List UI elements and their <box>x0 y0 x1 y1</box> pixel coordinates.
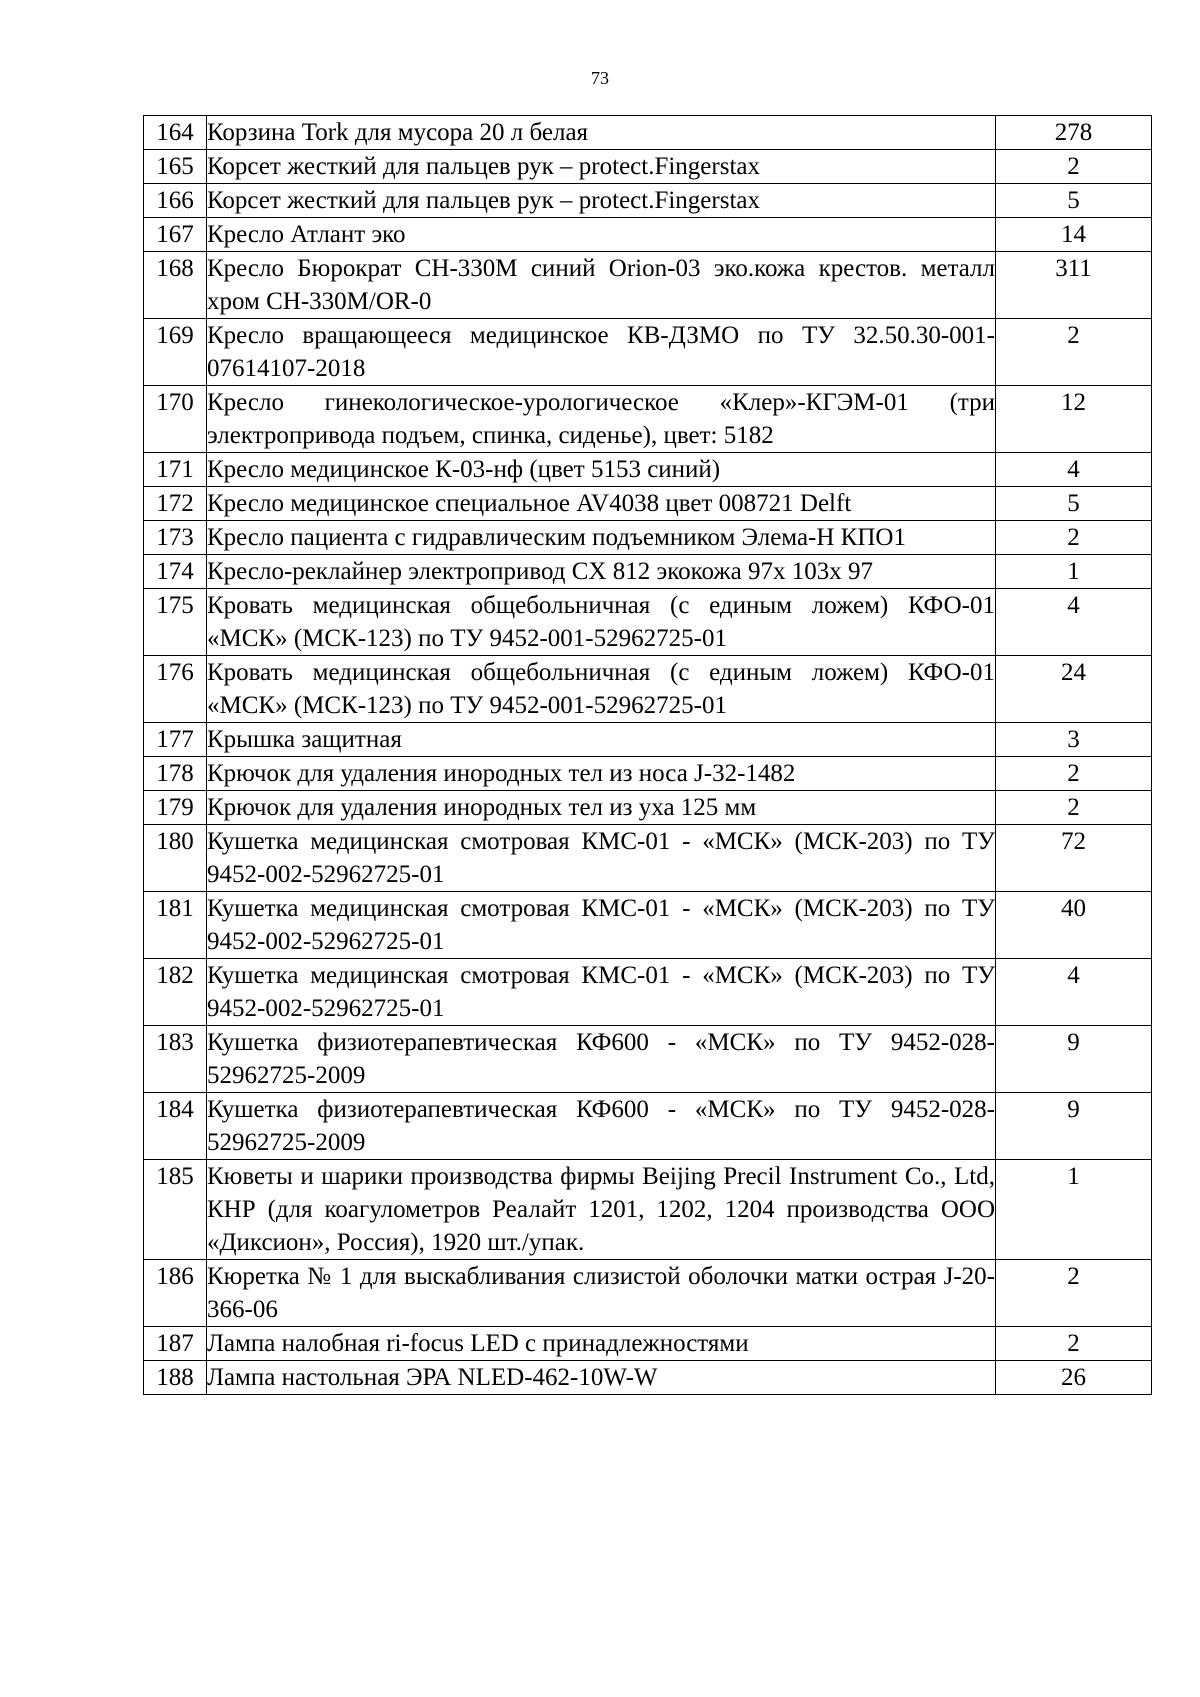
table-row <box>144 555 1152 589</box>
page-number: 73 <box>591 68 609 88</box>
row-number-cell: 177 <box>144 723 207 757</box>
table-row <box>144 757 1152 791</box>
row-number-cell: 183 <box>144 1026 207 1093</box>
table-row <box>144 1093 1152 1160</box>
row-number-cell: 180 <box>144 825 207 892</box>
item-name-cell: Кресло медицинское специальное AV4038 цвет 008721 Delft <box>207 487 996 521</box>
row-number-cell: 166 <box>144 184 207 218</box>
quantity-cell: 3 <box>996 723 1152 757</box>
row-number-cell: 164 <box>144 116 207 150</box>
quantity-cell: 2 <box>996 1327 1152 1361</box>
table-row <box>144 1160 1152 1260</box>
row-number-cell: 168 <box>144 252 207 319</box>
quantity-cell: 2 <box>996 319 1152 386</box>
row-number-cell: 179 <box>144 791 207 825</box>
item-name-cell: Кресло пациента с гидравлическим подъемником Элема-Н КПО1 <box>207 521 996 555</box>
row-number-cell: 167 <box>144 218 207 252</box>
item-name-cell: Кюретка № 1 для выскабливания слизистой оболочки матки острая J-20-366-06 <box>207 1260 996 1327</box>
quantity-cell: 278 <box>996 116 1152 150</box>
table-row <box>144 319 1152 386</box>
row-number-cell: 185 <box>144 1160 207 1260</box>
row-number-cell: 187 <box>144 1327 207 1361</box>
table-row <box>144 656 1152 723</box>
item-name-cell: Кюветы и шарики производства фирмы Beijing Precil Instrument Co., Ltd, КНР (для коагулометров Реалайт 1201, 1202, 1204 производства ООО «Диксион», Россия), 1920 шт./упак. <box>207 1160 996 1260</box>
table-row <box>144 453 1152 487</box>
item-name-cell: Крючок для удаления инородных тел из уха 125 мм <box>207 791 996 825</box>
quantity-cell: 4 <box>996 959 1152 1026</box>
item-name-cell: Лампа настольная ЭРА NLED-462-10W-W <box>207 1361 996 1395</box>
table-row <box>144 1260 1152 1327</box>
quantity-cell: 14 <box>996 218 1152 252</box>
table-row <box>144 825 1152 892</box>
item-name-cell: Кресло медицинское К-03-нф (цвет 5153 синий) <box>207 453 996 487</box>
item-name-cell: Кресло гинекологическое-урологическое «Клер»-КГЭМ-01 (три электропривода подъем, спинка, сиденье), цвет: 5182 <box>207 386 996 453</box>
quantity-cell: 2 <box>996 521 1152 555</box>
table-row <box>144 184 1152 218</box>
quantity-cell: 5 <box>996 487 1152 521</box>
items-table-body <box>144 116 1152 1395</box>
row-number-cell: 178 <box>144 757 207 791</box>
row-number-cell: 174 <box>144 555 207 589</box>
table-row <box>144 487 1152 521</box>
quantity-cell: 2 <box>996 1260 1152 1327</box>
item-name-cell: Кушетка физиотерапевтическая КФ600 - «МСК» по ТУ 9452-028-52962725-2009 <box>207 1026 996 1093</box>
row-number-cell: 176 <box>144 656 207 723</box>
quantity-cell: 26 <box>996 1361 1152 1395</box>
quantity-cell: 311 <box>996 252 1152 319</box>
table-row <box>144 589 1152 656</box>
quantity-cell: 24 <box>996 656 1152 723</box>
quantity-cell: 9 <box>996 1026 1152 1093</box>
row-number-cell: 169 <box>144 319 207 386</box>
quantity-cell: 1 <box>996 555 1152 589</box>
quantity-cell: 4 <box>996 453 1152 487</box>
item-name-cell: Кушетка медицинская смотровая КМС-01 - «МСК» (МСК-203) по ТУ 9452-002-52962725-01 <box>207 959 996 1026</box>
table-row <box>144 1361 1152 1395</box>
item-name-cell: Кресло Атлант эко <box>207 218 996 252</box>
table-row <box>144 791 1152 825</box>
quantity-cell: 4 <box>996 589 1152 656</box>
row-number-cell: 184 <box>144 1093 207 1160</box>
quantity-cell: 2 <box>996 757 1152 791</box>
row-number-cell: 171 <box>144 453 207 487</box>
row-number-cell: 186 <box>144 1260 207 1327</box>
item-name-cell: Кушетка медицинская смотровая КМС-01 - «МСК» (МСК-203) по ТУ 9452-002-52962725-01 <box>207 825 996 892</box>
table-row <box>144 252 1152 319</box>
quantity-cell: 1 <box>996 1160 1152 1260</box>
item-name-cell: Крючок для удаления инородных тел из носа J-32-1482 <box>207 757 996 791</box>
table-row <box>144 892 1152 959</box>
item-name-cell: Кровать медицинская общебольничная (с единым ложем) КФО-01 «МСК» (МСК-123) по ТУ 9452-001-52962725-01 <box>207 589 996 656</box>
item-name-cell: Кресло Бюрократ CH-330M синий Orion-03 эко.кожа крестов. металл хром CH-330M/OR-0 <box>207 252 996 319</box>
item-name-cell: Крышка защитная <box>207 723 996 757</box>
row-number-cell: 170 <box>144 386 207 453</box>
item-name-cell: Лампа налобная ri-focus LED с принадлежностями <box>207 1327 996 1361</box>
quantity-cell: 72 <box>996 825 1152 892</box>
item-name-cell: Кушетка физиотерапевтическая КФ600 - «МСК» по ТУ 9452-028-52962725-2009 <box>207 1093 996 1160</box>
table-row <box>144 1327 1152 1361</box>
item-name-cell: Кресло-реклайнер электропривод CX 812 экокожа 97х 103х 97 <box>207 555 996 589</box>
item-name-cell: Кресло вращающееся медицинское КВ-ДЗМО по ТУ 32.50.30-001-07614107-2018 <box>207 319 996 386</box>
row-number-cell: 165 <box>144 150 207 184</box>
quantity-cell: 12 <box>996 386 1152 453</box>
row-number-cell: 181 <box>144 892 207 959</box>
items-table <box>143 115 1152 1395</box>
item-name-cell: Кровать медицинская общебольничная (с единым ложем) КФО-01 «МСК» (МСК-123) по ТУ 9452-001-52962725-01 <box>207 656 996 723</box>
row-number-cell: 188 <box>144 1361 207 1395</box>
item-name-cell: Корсет жесткий для пальцев рук – protect.Fingerstax <box>207 184 996 218</box>
row-number-cell: 175 <box>144 589 207 656</box>
quantity-cell: 2 <box>996 791 1152 825</box>
item-name-cell: Кушетка медицинская смотровая КМС-01 - «МСК» (МСК-203) по ТУ 9452-002-52962725-01 <box>207 892 996 959</box>
quantity-cell: 2 <box>996 150 1152 184</box>
table-row <box>144 1026 1152 1093</box>
quantity-cell: 9 <box>996 1093 1152 1160</box>
table-row <box>144 386 1152 453</box>
item-name-cell: Корзина Tork для мусора 20 л белая <box>207 116 996 150</box>
quantity-cell: 40 <box>996 892 1152 959</box>
table-row <box>144 218 1152 252</box>
table-row <box>144 150 1152 184</box>
table-row <box>144 723 1152 757</box>
item-name-cell: Корсет жесткий для пальцев рук – protect.Fingerstax <box>207 150 996 184</box>
row-number-cell: 172 <box>144 487 207 521</box>
row-number-cell: 173 <box>144 521 207 555</box>
row-number-cell: 182 <box>144 959 207 1026</box>
table-row <box>144 116 1152 150</box>
quantity-cell: 5 <box>996 184 1152 218</box>
table-row <box>144 521 1152 555</box>
table-row <box>144 959 1152 1026</box>
